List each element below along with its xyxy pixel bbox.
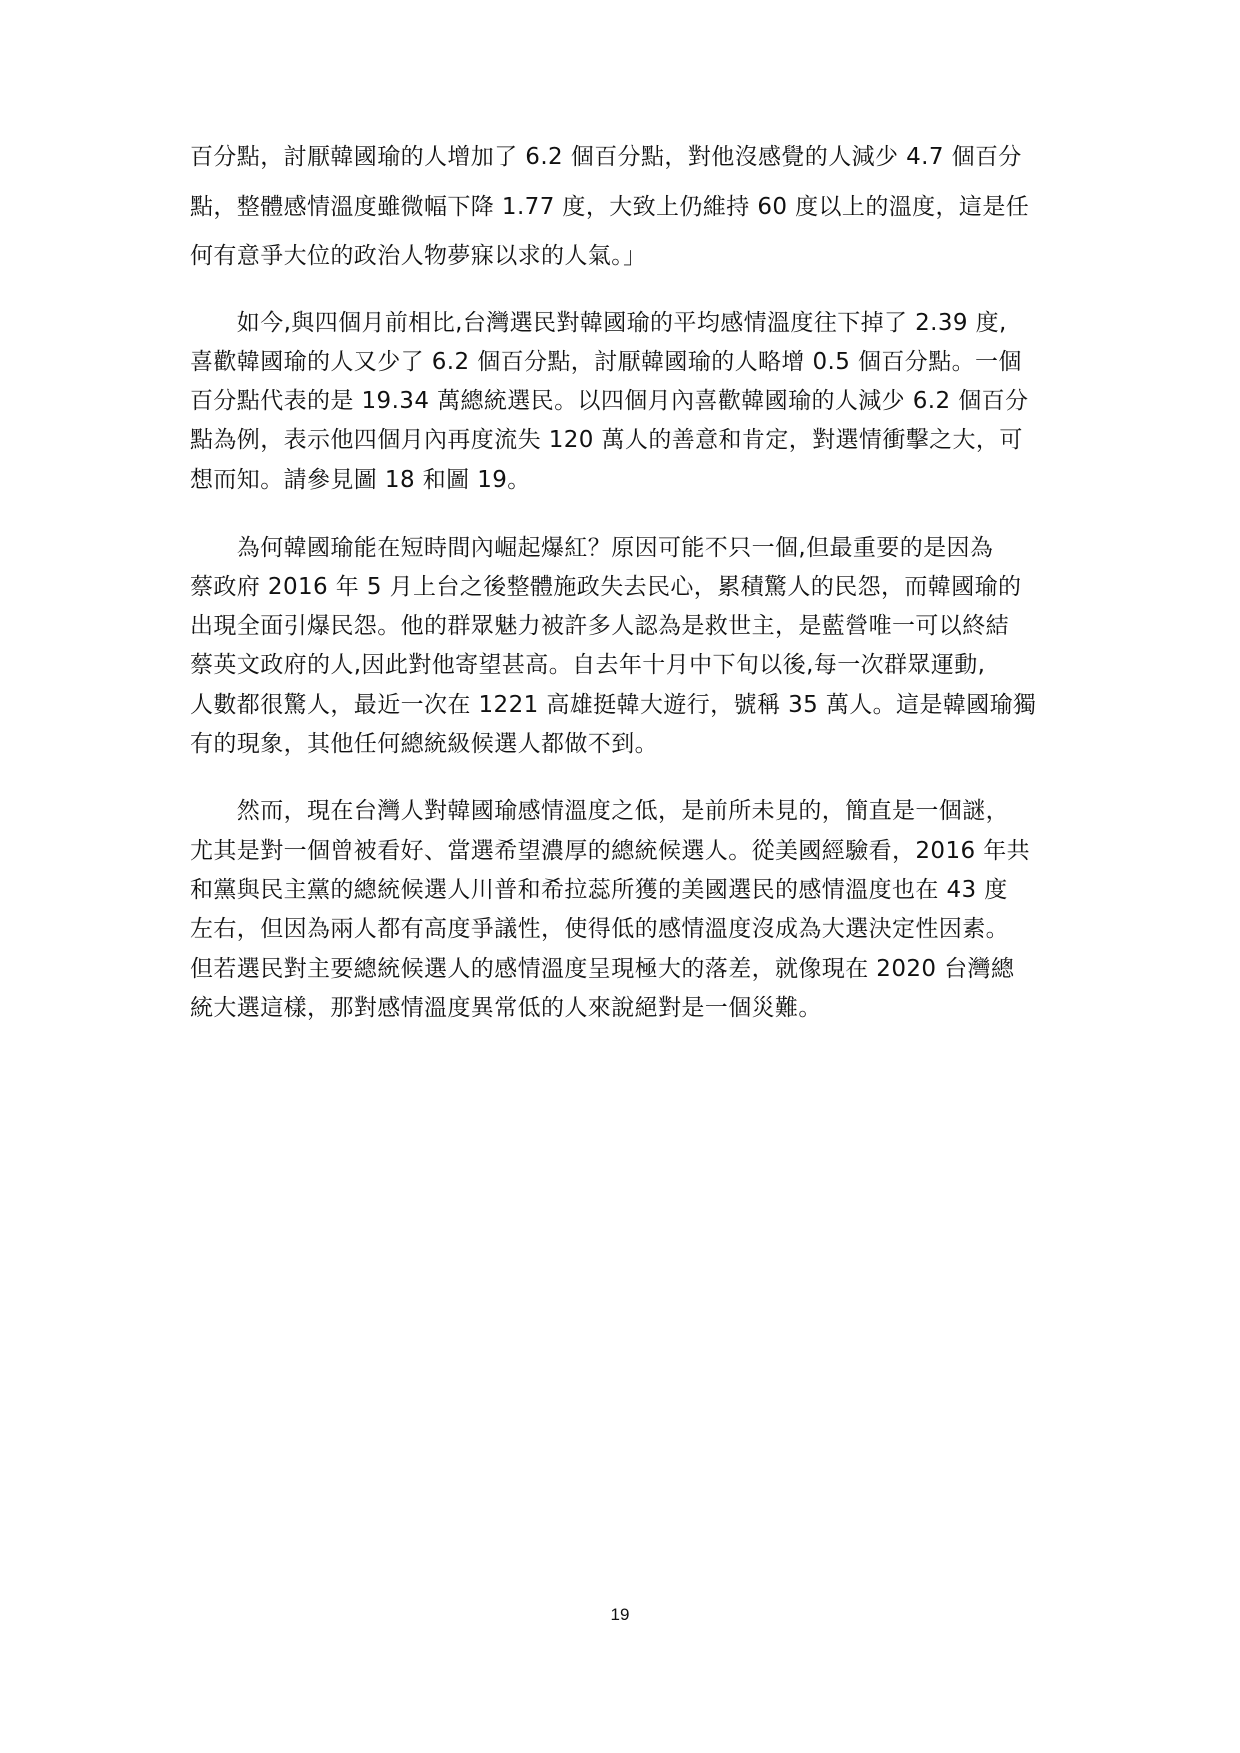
paragraph-line: 左右，但因為兩人都有高度爭議性，使得低的感情溫度沒成為大選決定性因素。 [190, 916, 1009, 942]
paragraph-line: 和黨與民主黨的總統候選人川普和希拉蕊所獲的美國選民的感情溫度也在 43 度 [190, 877, 1008, 903]
paragraph-line: 點，整體感情溫度雖微幅下降 1.77 度，大致上仍維持 60 度以上的溫度，這是任 [190, 194, 1030, 220]
paragraph-line: 何有意爭大位的政治人物夢寐以求的人氣。」 [190, 243, 647, 269]
paragraph-line: 點為例，表示他四個月內再度流失 120 萬人的善意和肯定，對選情衝擊之大，可 [190, 427, 1023, 453]
paragraph-line: 有的現象，其他任何總統級候選人都做不到。 [190, 731, 658, 757]
paragraph-line: 蔡英文政府的人,因此對他寄望甚高。自去年十月中下旬以後,每一次群眾運動, [190, 652, 986, 678]
paragraph-line: 尤其是對一個曾被看好、當選希望濃厚的總統候選人。從美國經驗看，2016 年共 [190, 838, 1031, 864]
paragraph-line: 出現全面引爆民怨。他的群眾魅力被許多人認為是救世主，是藍營唯一可以終結 [190, 613, 1009, 639]
paragraph-line: 如今,與四個月前相比,台灣選民對韓國瑜的平均感情溫度往下掉了 2.39 度, [190, 310, 1007, 336]
paragraph-line: 百分點，討厭韓國瑜的人增加了 6.2 個百分點，對他沒感覺的人減少 4.7 個百分 [190, 144, 1022, 170]
paragraph-line: 想而知。請參見圖 18 和圖 19。 [190, 467, 531, 493]
paragraph-line: 喜歡韓國瑜的人又少了 6.2 個百分點，討厭韓國瑜的人略增 0.5 個百分點。一個 [190, 349, 1022, 375]
paragraph-line: 但若選民對主要總統候選人的感情溫度呈現極大的落差，就像現在 2020 台灣總 [190, 956, 1015, 982]
paragraph-line: 蔡政府 2016 年 5 月上台之後整體施政失去民心，累積驚人的民怨，而韓國瑜的 [190, 574, 1022, 600]
page-number: 19 [610, 1605, 630, 1624]
paragraph-line: 然而，現在台灣人對韓國瑜感情溫度之低，是前所未見的，簡直是一個謎， [190, 798, 1009, 824]
paragraph-line: 為何韓國瑜能在短時間內崛起爆紅？原因可能不只一個,但最重要的是因為 [190, 535, 994, 561]
paragraph-line: 百分點代表的是 19.34 萬總統選民。以四個月內喜歡韓國瑜的人減少 6.2 個百分 [190, 388, 1029, 414]
paragraph-line: 統大選這樣，那對感情溫度異常低的人來說絕對是一個災難。 [190, 995, 822, 1021]
paragraph-line: 人數都很驚人，最近一次在 1221 高雄挺韓大遊行，號稱 35 萬人。這是韓國瑜獨 [190, 692, 1037, 718]
